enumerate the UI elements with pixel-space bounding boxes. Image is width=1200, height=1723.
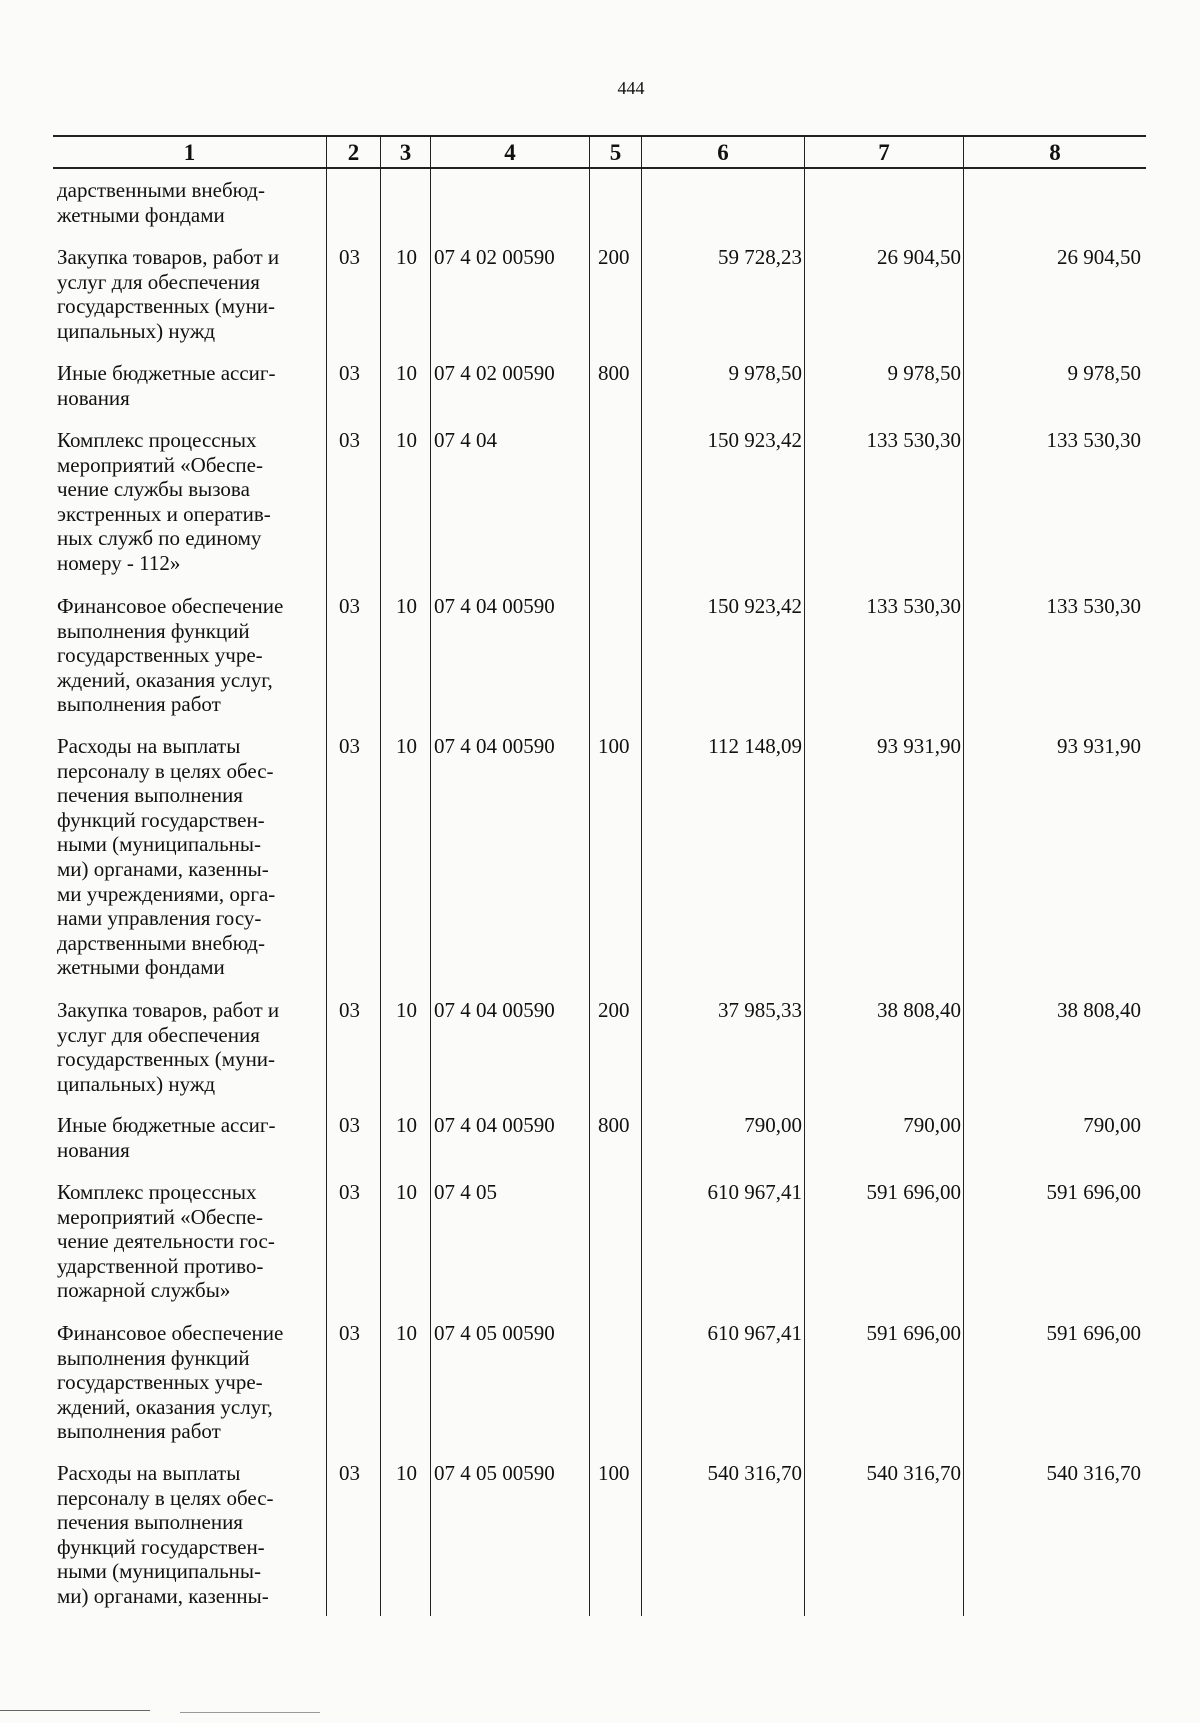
col-divider: [641, 136, 642, 1616]
cell-target-code: 07 4 04 00590: [434, 998, 555, 1022]
cell-section: 03: [339, 1321, 360, 1345]
col-divider: [963, 136, 964, 1616]
cell-amount-7: 591 696,00: [866, 1321, 961, 1345]
cell-amount-6: 37 985,33: [718, 998, 802, 1022]
cell-expense-type: 100: [598, 1461, 630, 1485]
cell-amount-7: 38 808,40: [877, 998, 961, 1022]
cell-subsection: 10: [396, 245, 417, 269]
cell-amount-7: 93 931,90: [877, 734, 961, 758]
cell-target-code: 07 4 02 00590: [434, 245, 555, 269]
cell-amount-8: 38 808,40: [1057, 998, 1141, 1022]
cell-amount-7: 133 530,30: [866, 594, 961, 618]
cell-amount-7: 591 696,00: [866, 1180, 961, 1204]
cell-amount-6: 112 148,09: [708, 734, 802, 758]
cell-expense-type: 800: [598, 361, 630, 385]
cell-section: 03: [339, 245, 360, 269]
header-col-1: 1: [183, 140, 196, 165]
cell-subsection: 10: [396, 428, 417, 452]
cell-subsection: 10: [396, 361, 417, 385]
header-col-8: 8: [1049, 140, 1061, 165]
cell-section: 03: [339, 734, 360, 758]
cell-amount-8: 591 696,00: [1046, 1321, 1141, 1345]
cell-subsection: 10: [396, 1113, 417, 1137]
cell-amount-7: 790,00: [903, 1113, 961, 1137]
cell-target-code: 07 4 04 00590: [434, 594, 555, 618]
table-row-name: Расходы на выплаты персоналу в целях обес- печения выполнения функций государствен- ными (муниципальны- ми) органами, казенны- ми учреждениями, орга- нами управления госу- дарственными внебюд- жетными фондами: [57, 734, 276, 980]
header-col-5: 5: [609, 140, 622, 165]
table-top-rule: [53, 135, 1146, 137]
table-header-bottom-rule: [53, 167, 1146, 169]
cell-amount-8: 540 316,70: [1046, 1461, 1141, 1485]
cell-subsection: 10: [396, 734, 417, 758]
cell-subsection: 10: [396, 1180, 417, 1204]
table-row-name: Расходы на выплаты персоналу в целях обес- печения выполнения функций государствен- ными (муниципальны- ми) органами, казенны-: [57, 1461, 274, 1608]
table-row-name: Иные бюджетные ассиг- нования: [57, 1113, 276, 1162]
cell-section: 03: [339, 1461, 360, 1485]
cell-amount-7: 26 904,50: [877, 245, 961, 269]
cell-amount-7: 540 316,70: [866, 1461, 961, 1485]
scan-edge-line: [0, 1710, 150, 1711]
table-row-name: Финансовое обеспечение выполнения функций государственных учре- ждений, оказания услуг, выполнения работ: [57, 1321, 284, 1444]
cell-amount-6: 540 316,70: [707, 1461, 802, 1485]
cell-amount-7: 9 978,50: [887, 361, 961, 385]
cell-amount-7: 133 530,30: [866, 428, 961, 452]
cell-target-code: 07 4 02 00590: [434, 361, 555, 385]
cell-subsection: 10: [396, 1461, 417, 1485]
cell-amount-6: 610 967,41: [707, 1321, 802, 1345]
cell-amount-8: 133 530,30: [1046, 594, 1141, 618]
table-row-name: Закупка товаров, работ и услуг для обеспечения государственных (муни- ципальных) нужд: [57, 245, 280, 343]
header-col-3: 3: [399, 140, 412, 165]
cell-target-code: 07 4 04 00590: [434, 734, 555, 758]
cell-amount-8: 133 530,30: [1046, 428, 1141, 452]
table-row-name: Финансовое обеспечение выполнения функций государственных учре- ждений, оказания услуг, выполнения работ: [57, 594, 284, 717]
cell-subsection: 10: [396, 1321, 417, 1345]
cell-section: 03: [339, 998, 360, 1022]
cell-amount-8: 790,00: [1083, 1113, 1141, 1137]
col-divider: [589, 136, 590, 1616]
cell-section: 03: [339, 1180, 360, 1204]
cell-amount-8: 591 696,00: [1046, 1180, 1141, 1204]
cell-amount-8: 9 978,50: [1067, 361, 1141, 385]
header-col-4: 4: [504, 140, 516, 165]
col-divider: [326, 136, 327, 1616]
col-divider: [380, 136, 381, 1616]
cell-subsection: 10: [396, 594, 417, 618]
cell-expense-type: 200: [598, 245, 630, 269]
cell-amount-8: 26 904,50: [1057, 245, 1141, 269]
cell-amount-6: 790,00: [744, 1113, 802, 1137]
table-row-name: Иные бюджетные ассиг- нования: [57, 361, 276, 410]
cell-section: 03: [339, 428, 360, 452]
table-row-name: Закупка товаров, работ и услуг для обеспечения государственных (муни- ципальных) нужд: [57, 998, 280, 1096]
cell-section: 03: [339, 1113, 360, 1137]
table-row-name: Комплекс процессных мероприятий «Обеспе- чение деятельности гос- ударственной противо- пожарной службы»: [57, 1180, 275, 1303]
col-divider: [804, 136, 805, 1616]
cell-amount-8: 93 931,90: [1057, 734, 1141, 758]
cell-section: 03: [339, 361, 360, 385]
header-col-2: 2: [347, 140, 360, 165]
cell-subsection: 10: [396, 998, 417, 1022]
cell-amount-6: 59 728,23: [718, 245, 802, 269]
cell-target-code: 07 4 05: [434, 1180, 497, 1204]
cell-amount-6: 150 923,42: [707, 594, 802, 618]
scan-edge-line: [180, 1712, 320, 1713]
table-row-name: Комплекс процессных мероприятий «Обеспе- чение службы вызова экстренных и оператив- ных служб по единому номеру - 112»: [57, 428, 271, 575]
cell-amount-6: 9 978,50: [728, 361, 802, 385]
cell-target-code: 07 4 04 00590: [434, 1113, 555, 1137]
cell-target-code: 07 4 05 00590: [434, 1461, 555, 1485]
col-divider: [430, 136, 431, 1616]
cell-target-code: 07 4 05 00590: [434, 1321, 555, 1345]
page-number: 444: [617, 78, 645, 98]
cell-target-code: 07 4 04: [434, 428, 497, 452]
cell-amount-6: 610 967,41: [707, 1180, 802, 1204]
cell-expense-type: 100: [598, 734, 630, 758]
cell-section: 03: [339, 594, 360, 618]
cell-amount-6: 150 923,42: [707, 428, 802, 452]
header-col-6: 6: [717, 140, 729, 165]
cell-expense-type: 800: [598, 1113, 630, 1137]
table-row-name: дарственными внебюд- жетными фондами: [57, 178, 265, 227]
cell-expense-type: 200: [598, 998, 630, 1022]
header-col-7: 7: [878, 140, 890, 165]
